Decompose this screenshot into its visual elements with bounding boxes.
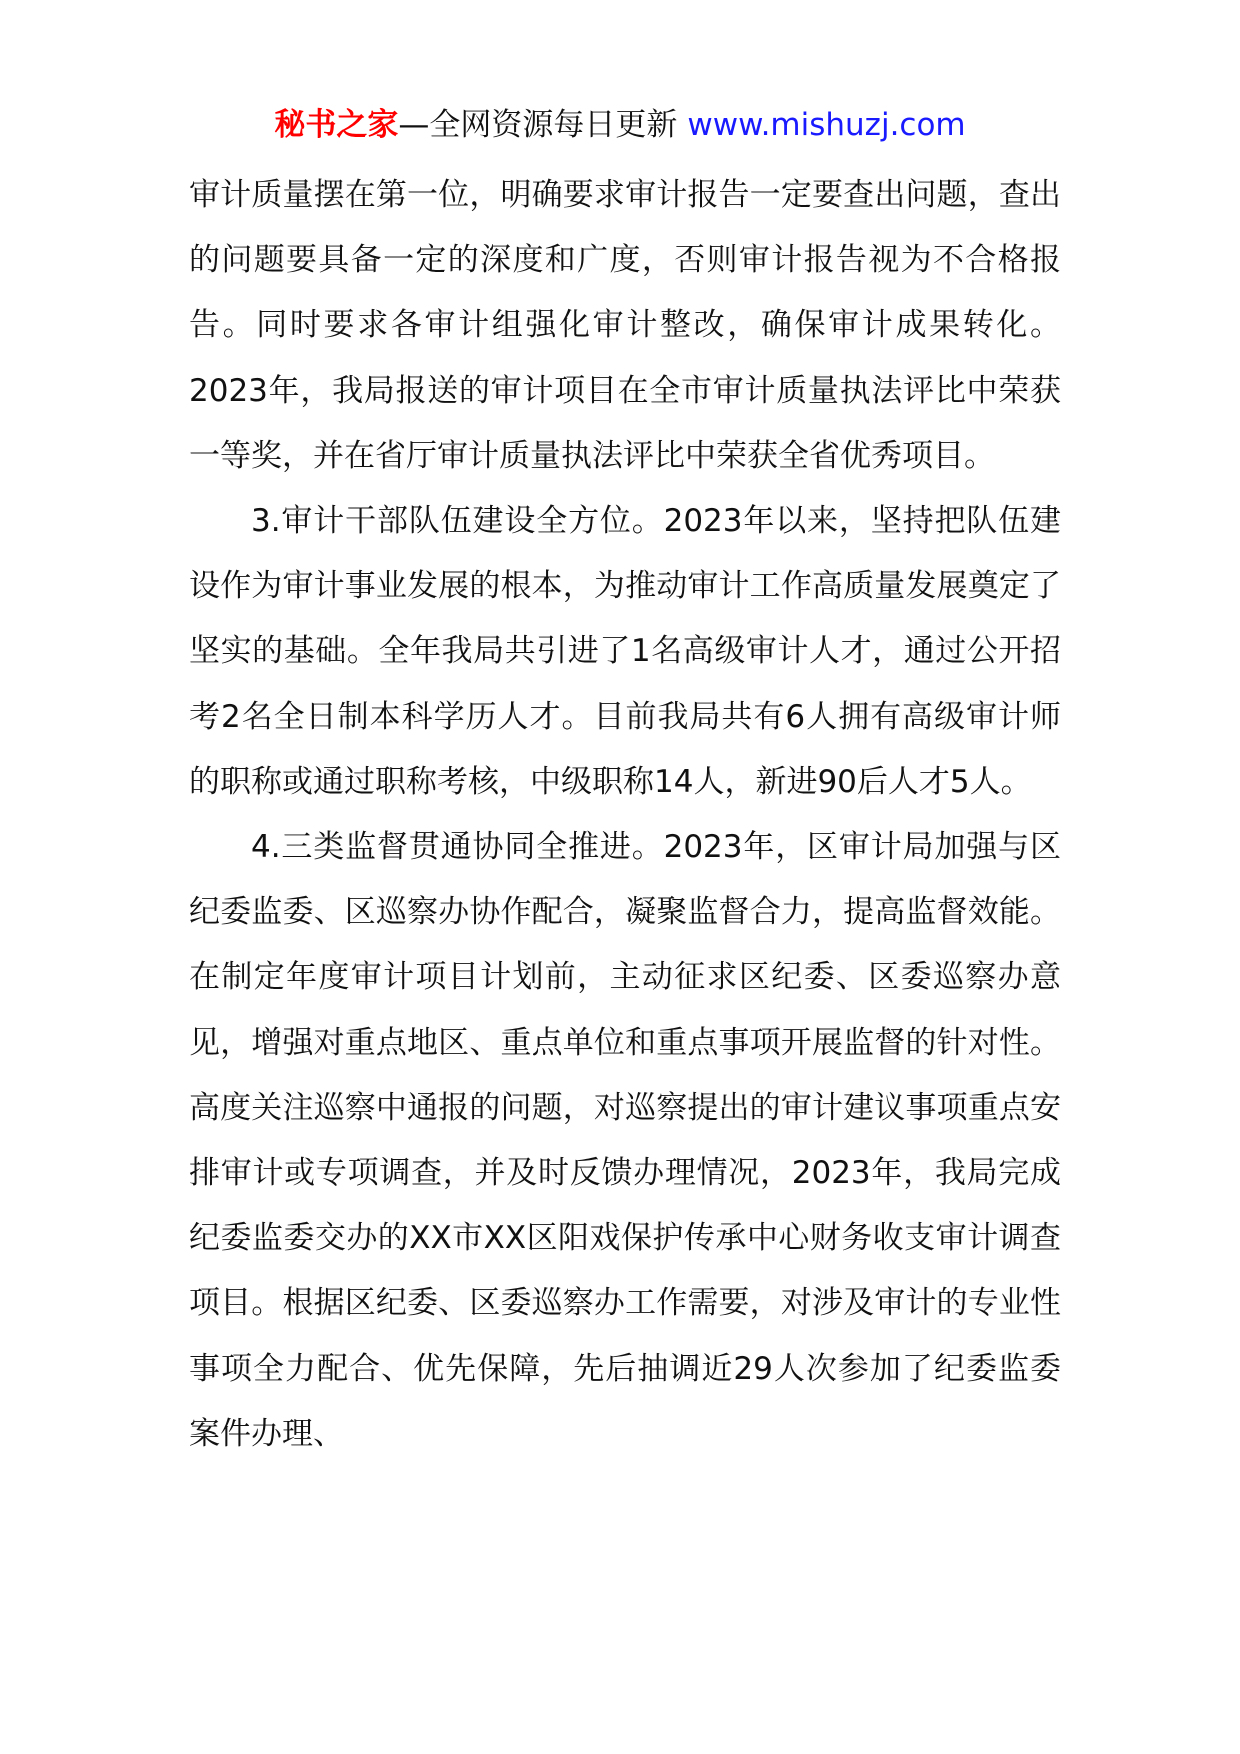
paragraph-supervision: 4.三类监督贯通协同全推进。2023年，区审计局加强与区纪委监委、区巡察办协作配合，凝聚监督合力，提高监督效能。在制定年度审计项目计划前，主动征求区纪委、区委巡察办意见，增强对重点地区、重点单位和重点事项开展监督的针对性。高度关注巡察中通报的问题，对巡察提出的审计建议事项重点安排审计或专项调查，并及时反馈办理情况，2023年，我局完成纪委监委交办的XX市XX区阳戏保护传承中心财务收支审计调查项目。根据区纪委、区委巡察办工作需要，对涉及审计的专业性事项全力配合、优先保障，先后抽调近29人次参加了纪委监委案件办理、 (189, 829, 1061, 1452)
paragraph-continued: 审计质量摆在第一位，明确要求审计报告一定要查出问题，查出的问题要具备一定的深度和广度，否则审计报告视为不合格报告。同时要求各审计组强化审计整改，确保审计成果转化。2023年，我局报送的审计项目在全市审计质量执法评比中荣获一等奖，并在省厅审计质量执法评比中荣获全省优秀项目。 (189, 177, 1061, 474)
paragraph-audit-team: 3.审计干部队伍建设全方位。2023年以来，坚持把队伍建设作为审计事业发展的根本，为推动审计工作高质量发展奠定了坚实的基础。全年我局共引进了1名高级审计人才，通过公开招考2名全日制本科学历人才。目前我局共有6人拥有高级审计师的职称或通过职称考核，中级职称14人，新进90后人才5人。 (189, 503, 1061, 800)
page-header (0, 103, 1240, 147)
header-tagline: —全网资源每日更新 (398, 107, 678, 143)
document-body (189, 163, 1061, 1467)
brand-name: 秘书之家 (274, 107, 399, 143)
site-url-link[interactable]: www.mishuzj.com (687, 107, 966, 143)
